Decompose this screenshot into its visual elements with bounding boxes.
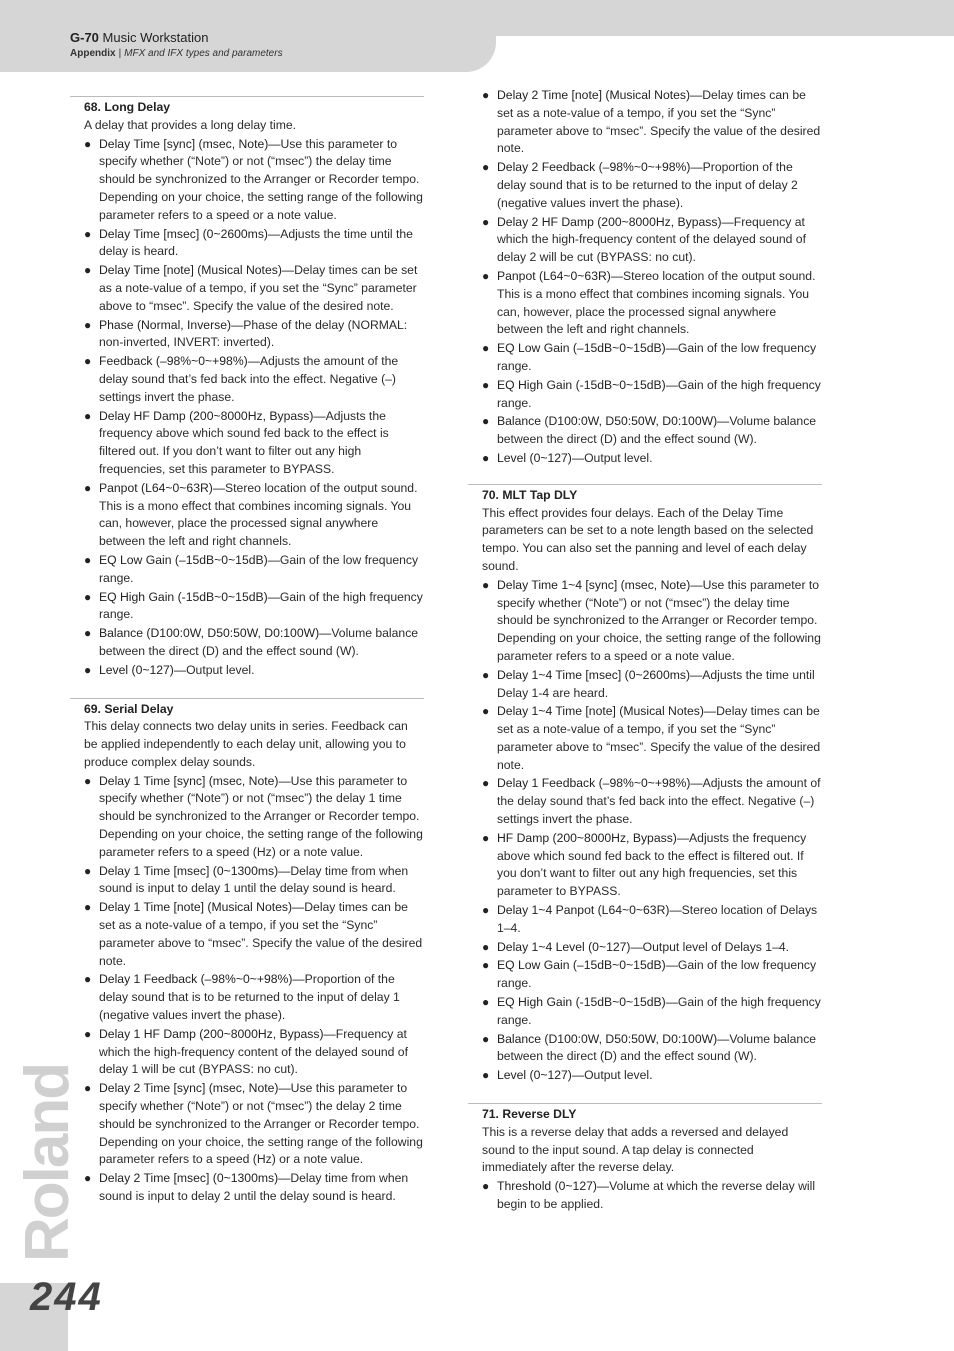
model-name: G-70 [70, 30, 99, 45]
param-item [84, 353, 424, 406]
param-item [84, 773, 424, 862]
param-item [482, 340, 822, 376]
param-desc: Output level. [186, 662, 255, 677]
param-item [84, 262, 424, 315]
param-desc: Gain of the high frequency range. [497, 377, 821, 410]
param-name: Delay 1 Time [sync] (msec, Note)— [99, 773, 291, 788]
param-item [84, 136, 424, 225]
param-desc: Volume balance between the direct (D) and the effect sound (W). [99, 626, 419, 658]
param-name: HF Damp (200~8000Hz, Bypass)— [497, 830, 690, 845]
param-item [84, 662, 424, 680]
param-desc: Stereo location of Delays 1–4. [497, 903, 818, 935]
param-desc: Use this parameter to specify whether (“Note”) or not (“msec”) the delay 2 time should be synchronized to the Arranger or Recorder tempo. Depending on your choice, the setting range of the following parameter refers to a speed (Hz) or a note value. [99, 1081, 423, 1167]
crumb-separator: | [118, 48, 122, 59]
param-list [84, 136, 424, 680]
param-item [482, 775, 822, 828]
param-desc: Delay times can be set as a note-value of a tempo, if you set the “Sync” parameter above to “msec”. Specify the value of the desired note. [497, 704, 821, 772]
param-item [482, 159, 822, 212]
param-item [482, 214, 822, 267]
effect-section [70, 96, 424, 680]
param-name: Delay 1 HF Damp (200~8000Hz, Bypass)— [99, 1026, 336, 1041]
param-item [84, 625, 424, 661]
param-desc: Frequency at which the high-frequency content of the delayed sound of delay 2 will be cut (BYPASS: no cut). [497, 214, 806, 265]
param-name: Delay 2 Feedback (–98%~0~+98%)— [497, 160, 703, 175]
param-desc: Volume balance between the direct (D) and the effect sound (W). [497, 414, 817, 447]
param-item [482, 413, 822, 449]
param-name: EQ Low Gain (–15dB~0~15dB)— [497, 341, 678, 356]
param-name: Delay 1 Feedback (–98%~0~+98%)— [99, 972, 305, 987]
param-desc: Gain of the high frequency range. [497, 995, 821, 1027]
right-column [482, 86, 822, 1232]
param-name: Delay Time [sync] (msec, Note)— [99, 136, 281, 151]
param-item [482, 902, 822, 938]
param-desc: Proportion of the delay sound that is to be returned to the input of delay 2 (negative values invert the phase). [497, 160, 798, 210]
param-desc: Stereo location of the output sound. This is a mono effect that combines incoming signals. You can, however, place the processed signal anywhere between the left and right channels. [99, 480, 418, 549]
param-item [482, 830, 822, 901]
param-desc: Delay times can be set as a note-value of a tempo, if you set the “Sync” parameter above to “msec”. Specify the value of the desired note. [497, 88, 821, 156]
param-item [482, 577, 822, 666]
param-desc: Use this parameter to specify whether (“Note”) or not (“msec”) the delay 1 time should be synchronized to the Arranger or Recorder tempo. Depending on your choice, the setting range of the following parameter refers to a speed (Hz) or a note value. [99, 773, 423, 859]
param-name: Feedback (–98%~0~+98%)— [99, 354, 260, 369]
model-desc: Music Workstation [102, 30, 209, 45]
effect-section [70, 698, 424, 1206]
param-item [482, 1067, 822, 1085]
param-item [482, 1031, 822, 1067]
param-item [482, 957, 822, 993]
param-name: Delay 1 Time [msec] (0~1300ms)— [99, 863, 291, 878]
param-desc: Adjusts the time until the delay is heard. [99, 226, 413, 259]
param-name: EQ Low Gain (–15dB~0~15dB)— [99, 552, 280, 567]
param-item [482, 87, 822, 158]
param-name: Balance (D100:0W, D50:50W, D0:100W)— [497, 414, 730, 429]
param-item [84, 1026, 424, 1079]
param-desc: Delay times can be set as a note-value of a tempo, if you set the “Sync” parameter above to “msec”. Specify the value of the desired note. [99, 263, 418, 313]
param-desc: Output level. [584, 1068, 653, 1083]
param-desc: Gain of the high frequency range. [99, 589, 423, 622]
page-number: 244 [30, 1275, 103, 1319]
section-intro: This delay connects two delay units in series. Feedback can be applied independently to each delay unit, allowing you to produce complex delay sounds. [84, 719, 408, 769]
param-name: Level (0~127)— [497, 450, 585, 465]
param-desc: Volume at which the reverse delay will begin to be applied. [497, 1179, 816, 1212]
param-item [84, 480, 424, 551]
param-item [482, 377, 822, 413]
section-title: 71. Reverse DLY [482, 1107, 577, 1122]
param-name: Phase (Normal, Inverse)— [99, 317, 244, 332]
param-desc: Use this parameter to specify whether (“Note”) or not (“msec”) the delay time should be synchronized to the Arranger or Recorder tempo. Depending on your choice, the setting range of the following parameter refers to a speed or a note value. [497, 577, 821, 663]
param-list [482, 577, 822, 1085]
param-item [84, 899, 424, 970]
param-item [84, 971, 424, 1024]
effect-section [468, 484, 822, 1085]
param-name: Level (0~127)— [99, 662, 187, 677]
param-name: Delay 1~4 Level (0~127)— [497, 939, 643, 954]
param-name: Delay HF Damp (200~8000Hz, Bypass)— [99, 408, 326, 423]
param-name: Delay Time [msec] (0~2600ms)— [99, 226, 281, 241]
param-item [482, 1178, 822, 1214]
param-desc: Adjusts the frequency above which sound fed back to the effect is filtered out. If you don’t want to filter out any high frequencies, set this parameter to BYPASS. [497, 830, 807, 899]
param-item [84, 408, 424, 479]
param-desc: Volume balance between the direct (D) and the effect sound (W). [497, 1031, 817, 1064]
param-name: Delay 1~4 Time [msec] (0~2600ms)— [497, 667, 703, 682]
param-name: Delay 1 Feedback (–98%~0~+98%)— [497, 776, 703, 791]
param-desc: Gain of the low frequency range. [497, 341, 817, 373]
param-name: Delay 2 HF Damp (200~8000Hz, Bypass)— [497, 214, 734, 229]
param-name: Delay 1 Time [note] (Musical Notes)— [99, 900, 305, 915]
param-item [482, 939, 822, 957]
param-name: EQ High Gain (-15dB~0~15dB)— [497, 377, 678, 392]
param-name: Delay 2 Time [sync] (msec, Note)— [99, 1081, 291, 1096]
param-list [482, 87, 822, 468]
param-desc: Adjusts the amount of the delay sound that’s fed back into the effect. Negative (–) settings invert the phase. [497, 776, 821, 827]
param-name: Delay 1~4 Time [note] (Musical Notes)— [497, 704, 717, 719]
param-item [482, 268, 822, 339]
param-desc: Output level. [584, 450, 653, 465]
brand-logo: Roland [13, 1063, 82, 1262]
crumb-section: Appendix [70, 48, 116, 59]
section-title: 68. Long Delay [84, 100, 171, 114]
param-desc: Frequency at which the high-frequency content of the delayed sound of delay 1 will be cut (BYPASS: no cut). [99, 1026, 408, 1077]
param-item [84, 1080, 424, 1169]
param-list [84, 773, 424, 1206]
param-desc: Gain of the low frequency range. [99, 552, 419, 585]
param-name: Delay 2 Time [note] (Musical Notes)— [497, 88, 703, 102]
param-name: Balance (D100:0W, D50:50W, D0:100W)— [99, 626, 332, 641]
param-name: Panpot (L64~0~63R)— [99, 480, 226, 495]
param-name: EQ High Gain (-15dB~0~15dB)— [497, 995, 678, 1010]
param-item [84, 1170, 424, 1206]
param-desc: Delay times can be set as a note-value of a tempo, if you set the “Sync” parameter above to “msec”. Specify the value of the desired note. [99, 900, 423, 968]
param-name: Level (0~127)— [497, 1068, 585, 1083]
param-item [482, 667, 822, 703]
left-column [84, 96, 424, 1224]
param-item [84, 589, 424, 625]
param-list [482, 1178, 822, 1214]
effect-section [468, 1103, 822, 1214]
section-title: 70. MLT Tap DLY [482, 487, 578, 502]
param-name: Delay 1~4 Panpot (L64~0~63R)— [497, 903, 682, 918]
param-item [84, 552, 424, 588]
breadcrumb [70, 48, 283, 59]
param-desc: Proportion of the delay sound that is to be returned to the input of delay 1 (negative values invert the phase). [99, 972, 400, 1023]
param-item [482, 450, 822, 468]
param-desc: Adjusts the amount of the delay sound that’s fed back into the effect. Negative (–) settings invert the phase. [99, 354, 399, 404]
continued-params [482, 87, 822, 468]
param-name: EQ Low Gain (–15dB~0~15dB)— [497, 958, 678, 973]
section-intro: This effect provides four delays. Each of the Delay Time parameters can be set to a note length based on the selected tempo. You can also set the panning and level of each delay sound. [482, 505, 814, 573]
param-item [482, 994, 822, 1030]
param-desc: Adjusts the time until Delay 1-4 are heard. [497, 667, 815, 700]
section-intro: This is a reverse delay that adds a reversed and delayed sound to the input sound. A tap delay is connected immediately after the reverse delay. [482, 1124, 789, 1175]
param-name: Delay 2 Time [msec] (0~1300ms)— [99, 1171, 291, 1186]
param-desc: Delay time from when sound is input to delay 2 until the delay sound is heard. [99, 1171, 409, 1204]
param-name: Delay Time 1~4 [sync] (msec, Note)— [497, 577, 703, 592]
param-desc: Use this parameter to specify whether (“Note”) or not (“msec”) the delay time should be synchronized to the Arranger or Recorder tempo. Depending on your choice, the setting range of the following parameter refers to a speed or a note value. [99, 136, 423, 222]
param-name: Panpot (L64~0~63R)— [497, 268, 624, 283]
crumb-title: MFX and IFX types and parameters [124, 48, 283, 59]
param-desc: Phase of the delay (NORMAL: non-inverted, INVERT: inverted). [99, 317, 408, 350]
param-desc: Stereo location of the output sound. This is a mono effect that combines incoming signals. You can, however, place the processed signal anywhere between the left and right channels. [497, 268, 816, 337]
param-desc: Output level of Delays 1–4. [642, 939, 790, 954]
param-item [84, 317, 424, 353]
param-name: Threshold (0~127)— [497, 1179, 610, 1194]
param-name: Delay Time [note] (Musical Notes)— [99, 263, 295, 278]
param-name: Balance (D100:0W, D50:50W, D0:100W)— [497, 1031, 730, 1046]
param-name: EQ High Gain (-15dB~0~15dB)— [99, 589, 280, 604]
model-title [70, 30, 209, 45]
param-desc: Gain of the low frequency range. [497, 958, 817, 991]
section-title: 69. Serial Delay [84, 701, 174, 716]
param-item [84, 226, 424, 262]
param-item [84, 863, 424, 899]
param-desc: Delay time from when sound is input to delay 1 until the delay sound is heard. [99, 863, 409, 896]
param-item [482, 703, 822, 774]
section-intro: A delay that provides a long delay time. [84, 117, 297, 132]
param-desc: Adjusts the frequency above which sound fed back to the effect is filtered out. If you don’t want to filter out any high frequencies, set this parameter to BYPASS. [99, 408, 389, 476]
